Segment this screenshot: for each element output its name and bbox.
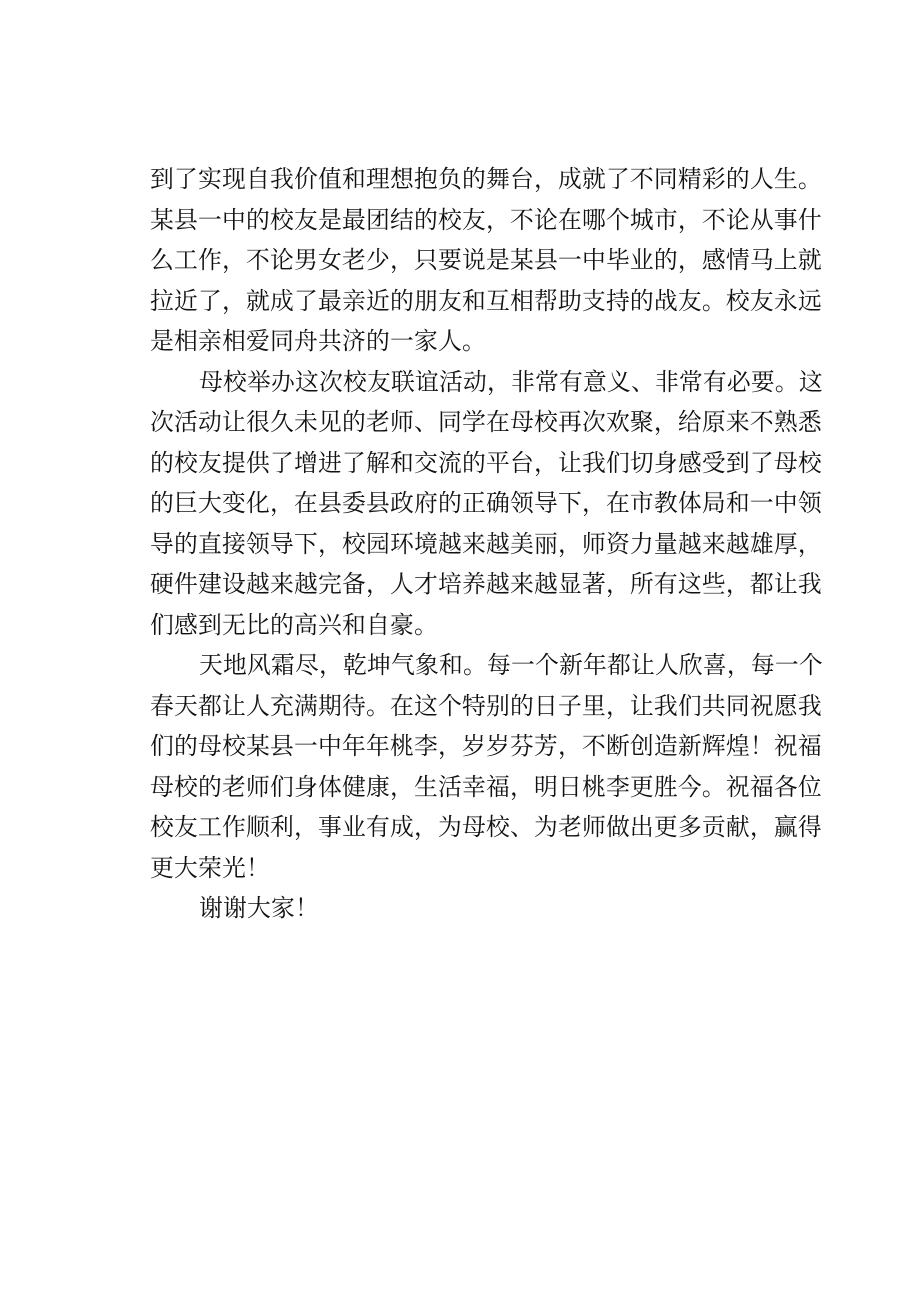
text-line: 某县一中的校友是最团结的校友，不论在哪个城市，不论从事什 [150,205,822,234]
paragraph-4 [150,888,798,929]
text-line: 的校友提供了增进了解和交流的平台，让我们切身感受到了母校 [150,448,822,477]
text-line: 们的母校某县一中年年桃李，岁岁芬芳，不断创造新辉煌！祝福 [150,732,822,760]
paragraph-1 [150,159,822,362]
text-line: 们感到无比的高兴和自豪。 [150,610,438,639]
text-line: 拉近了，就成了最亲近的朋友和互相帮助支持的战友。校友永远 [150,286,822,315]
text-line: 导的直接领导下，校园环境越来越美丽，师资力量越来越雄厚， [150,529,822,558]
text-line: 春天都让人充满期待。在这个特别的日子里，让我们共同祝愿我 [150,691,822,720]
text-line: 母校的老师们身体健康，生活幸福，明日桃李更胜今。祝福各位 [150,772,822,801]
text-line: 到了实现自我价值和理想抱负的舞台，成就了不同精彩的人生。 [150,165,822,193]
text-line: 校友工作顺利，事业有成，为母校、为老师做出更多贡献，赢得 [150,813,822,841]
text-line: 次活动让很久未见的老师、同学在母校再次欢聚，给原来不熟悉 [150,408,822,436]
text-line: 硬件建设越来越完备，人才培养越来越显著，所有这些，都让我 [150,570,822,598]
text-line: 母校举办这次校友联谊活动，非常有意义、非常有必要。这 [199,367,823,396]
text-line: 天地风霜尽，乾坤气象和。每一个新年都让人欣喜，每一个 [199,651,823,679]
text-line: 么工作，不论男女老少，只要说是某县一中毕业的，感情马上就 [150,246,822,274]
document-body [150,159,823,929]
closing-line: 谢谢大家！ [199,894,319,922]
text-line: 是相亲相爱同舟共济的一家人。 [150,327,486,355]
paragraph-3 [150,645,823,888]
text-line: 更大荣光！ [150,853,270,882]
text-line: 的巨大变化，在县委县政府的正确领导下，在市教体局和一中领 [150,489,822,517]
paragraph-2 [150,362,823,646]
